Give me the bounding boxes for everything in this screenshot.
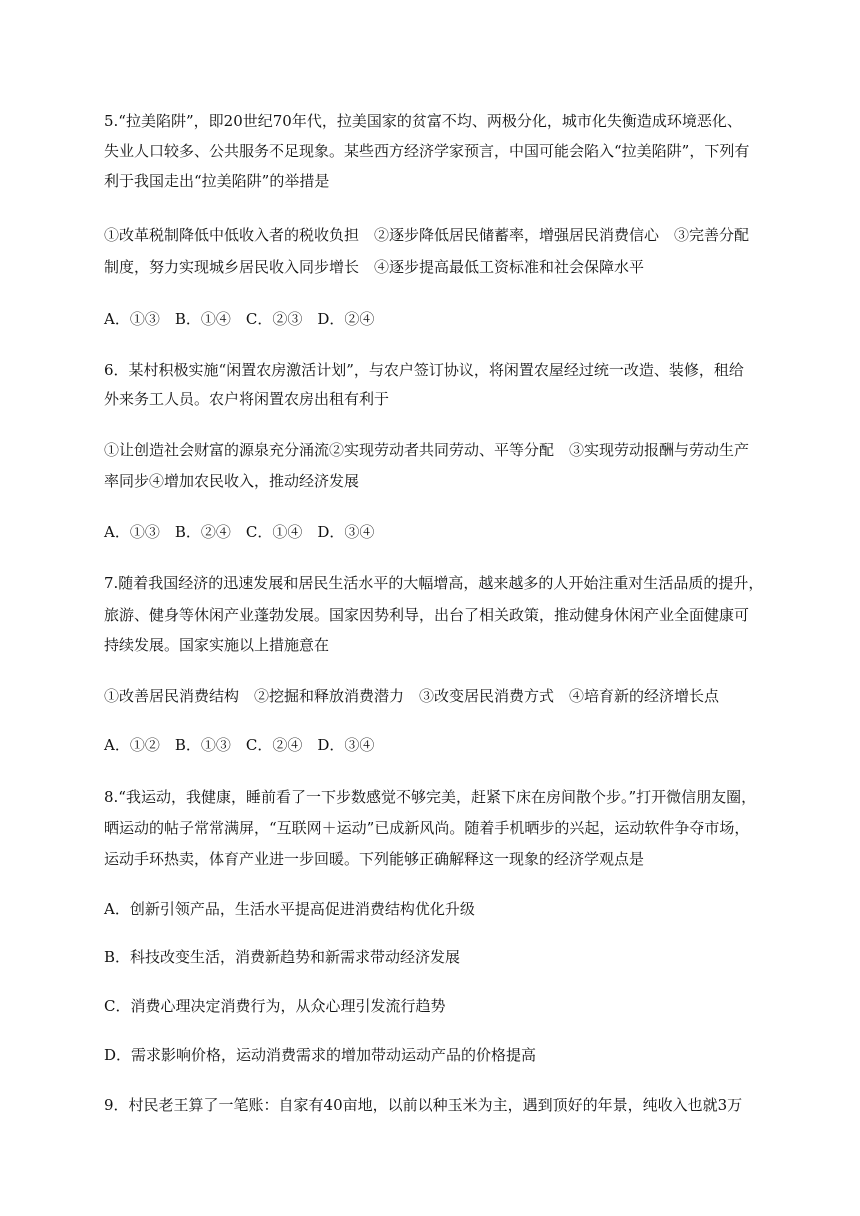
question-8-choice-a: A．创新引领产品，生活水平提高促进消费结构优化升级 <box>104 900 475 918</box>
question-5-statements-line-2: 制度，努力实现城乡居民收入同步增长 ④逐步提高最低工资标准和社会保障水平 <box>104 258 645 276</box>
question-7-stem-line-3: 持续发展。国家实施以上措施意在 <box>104 636 330 654</box>
question-6-options: A．①③ B．②④ C．①④ D．③④ <box>104 523 375 541</box>
question-7-stem-line-1: 7.随着我国经济的迅速发展和居民生活水平的大幅增高，越来越多的人开始注重对生活品质的提升， <box>104 574 764 592</box>
question-8-choice-c: C．消费心理决定消费行为，从众心理引发流行趋势 <box>104 997 446 1015</box>
question-6-stem-line-1: 6．某村积极实施“闲置农房激活计划”，与农户签订协议，将闲置农屋经过统一改造、装修，租给 <box>104 361 744 379</box>
question-7-statements-line-1: ①改善居民消费结构 ②挖掘和释放消费潜力 ③改变居民消费方式 ④培育新的经济增长点 <box>104 687 720 705</box>
question-6-statements-line-1: ①让创造社会财富的源泉充分涌流②实现劳动者共同劳动、平等分配 ③实现劳动报酬与劳动生产 <box>104 441 750 459</box>
question-8-stem-line-3: 运动手环热卖，体育产业进一步回暖。下列能够正确解释这一现象的经济学观点是 <box>104 850 645 868</box>
question-8-choice-b: B．科技改变生活，消费新趋势和新需求带动经济发展 <box>104 948 461 966</box>
question-6-stem-line-2: 外来务工人员。农户将闲置农房出租有利于 <box>104 390 390 408</box>
question-5-stem-line-3: 利于我国走出“拉美陷阱”的举措是 <box>104 172 330 190</box>
question-8-stem-line-1: 8.“我运动，我健康，睡前看了一下步数感觉不够完美，赶紧下床在房间散个步。”打开微信朋友圈， <box>104 788 757 806</box>
question-5-stem-line-2: 失业人口较多、公共服务不足现象。某些西方经济学家预言，中国可能会陷入“拉美陷阱”，下列有 <box>104 142 750 160</box>
question-9-stem-line-1: 9．村民老王算了一笔账：自家有40亩地，以前以种玉米为主，遇到顶好的年景，纯收入也就3万 <box>104 1096 743 1114</box>
question-7-options: A．①② B．①③ C．②④ D．③④ <box>104 736 375 754</box>
question-7-stem-line-2: 旅游、健身等休闲产业蓬勃发展。国家因势利导，出台了相关政策，推动健身休闲产业全面健康可 <box>104 606 750 624</box>
question-5-statements-line-1: ①改革税制降低中低收入者的税收负担 ②逐步降低居民储蓄率，增强居民消费信心 ③完善分配 <box>104 226 750 244</box>
question-5-options: A．①③ B．①④ C．②③ D．②④ <box>104 310 375 328</box>
question-8-stem-line-2: 晒运动的帖子常常满屏，“互联网＋运动”已成新风尚。随着手机晒步的兴起，运动软件争夺市场， <box>104 819 750 837</box>
question-8-choice-d: D．需求影响价格，运动消费需求的增加带动运动产品的价格提高 <box>104 1046 537 1064</box>
question-5-stem-line-1: 5.“拉美陷阱”，即20世纪70年代，拉美国家的贫富不均、两极分化，城市化失衡造成环境恶化、 <box>104 112 742 130</box>
question-6-statements-line-2: 率同步④增加农民收入，推动经济发展 <box>104 472 360 490</box>
